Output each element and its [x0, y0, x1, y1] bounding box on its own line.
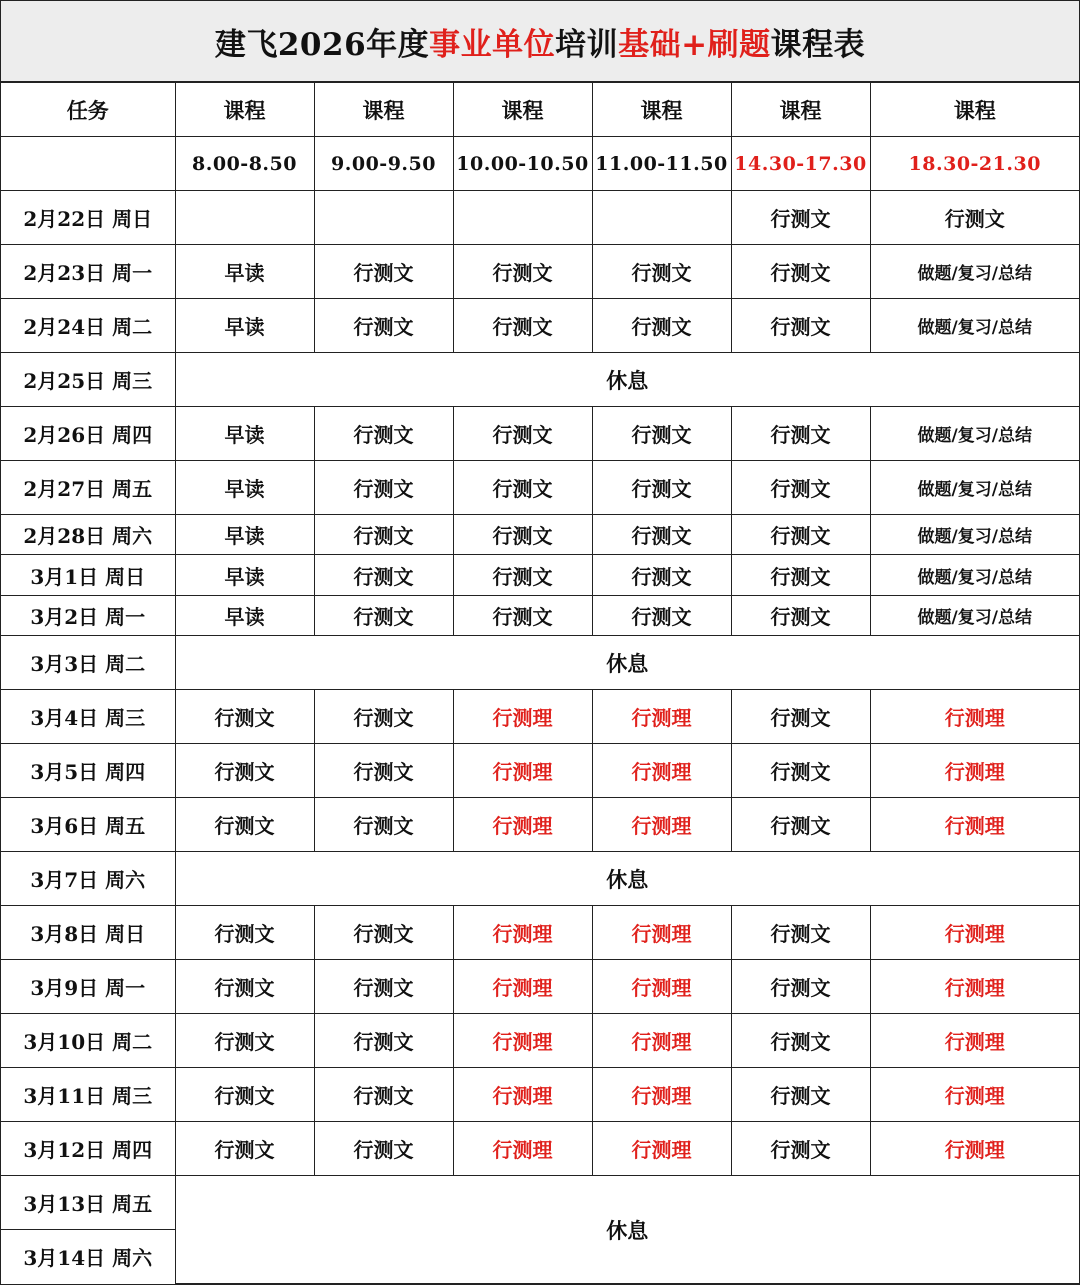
- rest-cell: 休息: [175, 353, 1079, 407]
- table-cell: 行测理: [870, 1014, 1079, 1068]
- table-cell: 做题/复习/总结: [870, 461, 1079, 515]
- table-cell: 行测文: [453, 461, 592, 515]
- rest-cell: 休息: [175, 1176, 1079, 1284]
- table-cell: 行测理: [453, 906, 592, 960]
- table-cell: 行测理: [453, 798, 592, 852]
- row-date: 3月8日 周日: [1, 906, 175, 960]
- row-date: 3月2日 周一: [1, 596, 175, 636]
- table-cell: 早读: [175, 515, 314, 555]
- table-cell: 行测文: [870, 191, 1079, 245]
- time-empty-cell: [1, 137, 175, 191]
- header-course-5: 课程: [731, 83, 870, 137]
- table-row: [1, 1176, 1079, 1230]
- table-row: [1, 596, 1079, 636]
- table-cell: 行测文: [314, 407, 453, 461]
- table-cell: 行测文: [453, 407, 592, 461]
- row-date: 3月14日 周六: [1, 1230, 175, 1284]
- table-cell: 行测文: [175, 1122, 314, 1176]
- table-cell: 行测文: [592, 245, 731, 299]
- table-cell: 行测文: [731, 515, 870, 555]
- table-cell: 行测文: [592, 461, 731, 515]
- table-cell: 行测文: [731, 906, 870, 960]
- table-cell: 行测理: [453, 1014, 592, 1068]
- table-cell: 行测理: [592, 1122, 731, 1176]
- table-cell: 早读: [175, 461, 314, 515]
- header-course-1: 课程: [175, 83, 314, 137]
- table-cell: 行测理: [870, 960, 1079, 1014]
- row-date: 3月4日 周三: [1, 690, 175, 744]
- table-cell: 行测文: [731, 555, 870, 596]
- time-slot-4: 11.00-11.50: [592, 137, 731, 191]
- table-cell: 早读: [175, 555, 314, 596]
- table-cell: 行测文: [731, 191, 870, 245]
- table-row: [1, 744, 1079, 798]
- table-row: [1, 461, 1079, 515]
- table-cell: 行测文: [314, 555, 453, 596]
- table-cell: 行测理: [870, 744, 1079, 798]
- table-cell: 行测文: [314, 744, 453, 798]
- title-part-4: 基础+刷题: [618, 26, 771, 63]
- table-cell: 早读: [175, 245, 314, 299]
- table-cell: 行测文: [314, 1068, 453, 1122]
- table-cell: 早读: [175, 596, 314, 636]
- table-cell: 行测理: [453, 690, 592, 744]
- table-row: [1, 798, 1079, 852]
- table-row: [1, 353, 1079, 407]
- table-cell: 行测理: [592, 1068, 731, 1122]
- table-cell: 行测文: [175, 1014, 314, 1068]
- row-date: 3月5日 周四: [1, 744, 175, 798]
- table-row: [1, 1068, 1079, 1122]
- table-cell: 做题/复习/总结: [870, 555, 1079, 596]
- table-cell: 行测文: [175, 906, 314, 960]
- row-date: 2月26日 周四: [1, 407, 175, 461]
- table-cell: 行测理: [870, 1122, 1079, 1176]
- table-row: [1, 407, 1079, 461]
- table-cell: 行测理: [453, 1122, 592, 1176]
- table-cell: 行测文: [731, 407, 870, 461]
- table-cell: 行测文: [314, 690, 453, 744]
- table-cell: 行测文: [175, 798, 314, 852]
- table-cell: 行测文: [592, 407, 731, 461]
- header-row: [1, 83, 1079, 137]
- table-cell: 行测文: [731, 596, 870, 636]
- time-slot-6: 18.30-21.30: [870, 137, 1079, 191]
- table-cell: 行测理: [592, 798, 731, 852]
- row-date: 2月28日 周六: [1, 515, 175, 555]
- header-course-6: 课程: [870, 83, 1079, 137]
- table-cell: 行测文: [453, 245, 592, 299]
- title-part-5: 课程表: [770, 26, 866, 63]
- table-cell: 行测文: [314, 798, 453, 852]
- table-cell: 行测理: [870, 690, 1079, 744]
- schedule-table: [1, 82, 1079, 1284]
- table-cell: 行测文: [453, 555, 592, 596]
- row-date: 2月24日 周二: [1, 299, 175, 353]
- row-date: 3月10日 周二: [1, 1014, 175, 1068]
- table-cell: 行测文: [592, 555, 731, 596]
- table-cell: 行测文: [731, 1014, 870, 1068]
- time-row: [1, 137, 1079, 191]
- table-row: [1, 1122, 1079, 1176]
- header-course-3: 课程: [453, 83, 592, 137]
- row-date: 2月25日 周三: [1, 353, 175, 407]
- table-cell: 行测文: [731, 461, 870, 515]
- table-cell: 行测理: [592, 906, 731, 960]
- table-cell: 行测理: [870, 798, 1079, 852]
- table-cell: 行测文: [453, 299, 592, 353]
- table-cell: [592, 191, 731, 245]
- title-part-2: 事业单位: [429, 26, 556, 63]
- table-cell: 行测文: [731, 690, 870, 744]
- table-row: [1, 906, 1079, 960]
- table-cell: [453, 191, 592, 245]
- header-course-2: 课程: [314, 83, 453, 137]
- table-row: [1, 555, 1079, 596]
- table-cell: 行测文: [731, 1068, 870, 1122]
- table-cell: 行测文: [175, 1068, 314, 1122]
- row-date: 2月27日 周五: [1, 461, 175, 515]
- table-row: [1, 299, 1079, 353]
- time-slot-1: 8.00-8.50: [175, 137, 314, 191]
- table-cell: 行测文: [175, 960, 314, 1014]
- table-cell: 行测文: [592, 596, 731, 636]
- table-cell: 行测文: [453, 515, 592, 555]
- table-row: [1, 515, 1079, 555]
- time-slot-2: 9.00-9.50: [314, 137, 453, 191]
- table-cell: 行测理: [870, 906, 1079, 960]
- table-cell: 行测理: [453, 744, 592, 798]
- table-cell: 做题/复习/总结: [870, 245, 1079, 299]
- table-cell: 行测理: [453, 960, 592, 1014]
- row-date: 3月13日 周五: [1, 1176, 175, 1230]
- table-cell: 做题/复习/总结: [870, 407, 1079, 461]
- header-task: 任务: [1, 83, 175, 137]
- row-date: 3月7日 周六: [1, 852, 175, 906]
- row-date: 2月23日 周一: [1, 245, 175, 299]
- table-cell: 行测文: [314, 906, 453, 960]
- table-cell: 行测理: [592, 690, 731, 744]
- table-cell: 行测文: [731, 1122, 870, 1176]
- time-slot-5: 14.30-17.30: [731, 137, 870, 191]
- table-cell: 行测文: [175, 690, 314, 744]
- table-cell: 做题/复习/总结: [870, 596, 1079, 636]
- row-date: 3月9日 周一: [1, 960, 175, 1014]
- table-cell: 行测文: [453, 596, 592, 636]
- table-cell: 行测文: [314, 1014, 453, 1068]
- header-course-4: 课程: [592, 83, 731, 137]
- rest-cell: 休息: [175, 636, 1079, 690]
- row-date: 3月3日 周二: [1, 636, 175, 690]
- table-cell: 行测文: [592, 515, 731, 555]
- table-cell: 行测理: [453, 1068, 592, 1122]
- table-row: [1, 690, 1079, 744]
- row-date: 3月11日 周三: [1, 1068, 175, 1122]
- rest-cell: 休息: [175, 852, 1079, 906]
- page-title: [1, 1, 1079, 82]
- table-cell: 行测理: [592, 960, 731, 1014]
- table-cell: 行测文: [731, 798, 870, 852]
- table-cell: 做题/复习/总结: [870, 299, 1079, 353]
- table-row: [1, 636, 1079, 690]
- table-cell: 行测文: [175, 744, 314, 798]
- table-row: [1, 852, 1079, 906]
- table-cell: [314, 191, 453, 245]
- title-part-3: 培训: [555, 26, 619, 63]
- time-slot-3: 10.00-10.50: [453, 137, 592, 191]
- table-row: [1, 1014, 1079, 1068]
- table-cell: 行测文: [731, 960, 870, 1014]
- table-cell: 行测文: [314, 1122, 453, 1176]
- table-cell: 行测文: [731, 744, 870, 798]
- table-cell: 行测理: [592, 744, 731, 798]
- table-cell: 行测文: [314, 515, 453, 555]
- table-cell: 行测文: [314, 245, 453, 299]
- table-cell: 做题/复习/总结: [870, 515, 1079, 555]
- row-date: 3月6日 周五: [1, 798, 175, 852]
- table-row: [1, 245, 1079, 299]
- table-cell: 行测文: [314, 596, 453, 636]
- table-cell: 行测文: [731, 245, 870, 299]
- table-cell: [175, 191, 314, 245]
- table-cell: 行测理: [592, 1014, 731, 1068]
- table-row: [1, 191, 1079, 245]
- title-part-1: 建飞2026年度: [214, 26, 430, 63]
- table-cell: 行测文: [592, 299, 731, 353]
- table-cell: 行测理: [870, 1068, 1079, 1122]
- table-cell: 早读: [175, 299, 314, 353]
- table-cell: 行测文: [314, 461, 453, 515]
- table-cell: 早读: [175, 407, 314, 461]
- row-date: 3月12日 周四: [1, 1122, 175, 1176]
- table-cell: 行测文: [731, 299, 870, 353]
- table-cell: 行测文: [314, 960, 453, 1014]
- row-date: 3月1日 周日: [1, 555, 175, 596]
- table-row: [1, 960, 1079, 1014]
- row-date: 2月22日 周日: [1, 191, 175, 245]
- table-cell: 行测文: [314, 299, 453, 353]
